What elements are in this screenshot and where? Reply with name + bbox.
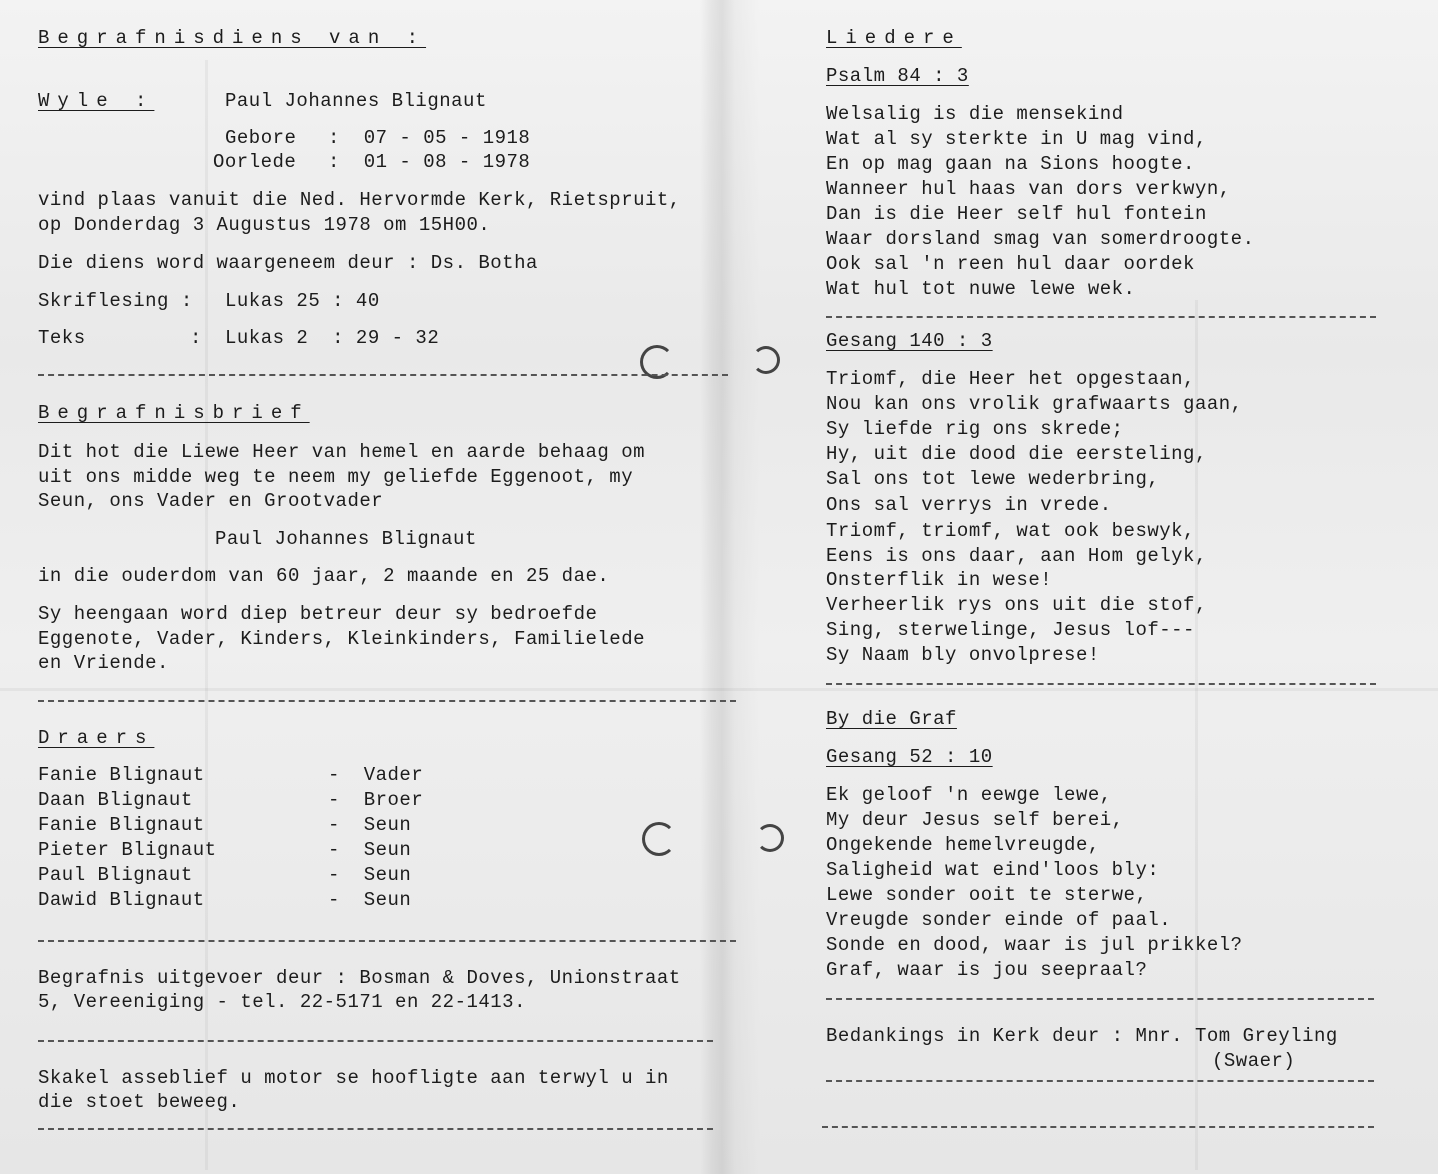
- divider: [826, 998, 1374, 1000]
- wyle-label: Wyle :: [38, 90, 155, 112]
- text-colon: :: [190, 327, 202, 349]
- verse-line: Triomf, triomf, wat ook beswyk,: [826, 520, 1195, 542]
- letter-line: Dit hot die Liewe Heer van hemel en aarde behaag om: [38, 441, 645, 463]
- verse-line: Sy liefde rig ons skrede;: [826, 418, 1124, 440]
- bearer-relation: - Seun: [328, 864, 412, 886]
- bearer-relation: - Broer: [328, 789, 424, 811]
- officiant-line: Die diens word waargeneem deur : Ds. Botha: [38, 252, 538, 274]
- bearer-name: Paul Blignaut: [38, 864, 193, 886]
- letter-line: Seun, ons Vader en Grootvader: [38, 490, 384, 512]
- divider: [826, 683, 1376, 685]
- scripture-value: Lukas 25 : 40: [225, 290, 380, 312]
- grave-title: By die Graf: [826, 708, 957, 730]
- verse-line: Ons sal verrys in vrede.: [826, 494, 1112, 516]
- divider: [826, 1080, 1374, 1082]
- verse-line: Graf, waar is jou seepraal?: [826, 959, 1148, 981]
- bearer-relation: - Seun: [328, 839, 412, 861]
- hymn1-title: Gesang 140 : 3: [826, 330, 993, 352]
- punch-hole-icon: [642, 822, 676, 856]
- verse-line: Ek geloof 'n eewge lewe,: [826, 784, 1112, 806]
- bearers-title: Draers: [38, 727, 155, 749]
- verse-line: Welsalig is die mensekind: [826, 103, 1124, 125]
- bearer-relation: - Seun: [328, 889, 412, 911]
- headlights-line: die stoet beweeg.: [38, 1091, 241, 1113]
- thanks-line: Bedankings in Kerk deur : Mnr. Tom Greyling: [826, 1025, 1338, 1047]
- verse-line: Sy Naam bly onvolprese!: [826, 644, 1100, 666]
- letter-line: uit ons midde weg te neem my geliefde Eggenoot, my: [38, 466, 634, 488]
- died-date: : 01 - 08 - 1978: [328, 151, 531, 173]
- verse-line: Vreugde sonder einde of paal.: [826, 909, 1172, 931]
- verse-line: Wanneer hul haas van dors verkwyn,: [826, 178, 1231, 200]
- verse-line: Sing, sterwelinge, Jesus lof---: [826, 619, 1195, 641]
- verse-line: Waar dorsland smag van somerdroogte.: [826, 228, 1255, 250]
- divider: [38, 700, 736, 702]
- born-date: : 07 - 05 - 1918: [328, 127, 531, 149]
- verse-line: Verheerlik rys ons uit die stof,: [826, 594, 1207, 616]
- divider: [38, 940, 736, 942]
- verse-line: My deur Jesus self berei,: [826, 809, 1124, 831]
- verse-line: En op mag gaan na Sions hoogte.: [826, 153, 1195, 175]
- scripture-label: Skriflesing :: [38, 290, 193, 312]
- headlights-line: Skakel asseblief u motor se hoofligte aan terwyl u in: [38, 1067, 669, 1089]
- verse-line: Triomf, die Heer het opgestaan,: [826, 368, 1195, 390]
- service-title: Begrafnisdiens van :: [38, 27, 427, 49]
- divider: [822, 1126, 1374, 1128]
- verse-line: Sal ons tot lewe wederbring,: [826, 468, 1160, 490]
- text-value: Lukas 2 : 29 - 32: [225, 327, 440, 349]
- thanks-relation: (Swaer): [1212, 1050, 1296, 1072]
- verse-line: Ongekende hemelvreugde,: [826, 834, 1100, 856]
- bearer-relation: - Vader: [328, 764, 424, 786]
- verse-line: Dan is die Heer self hul fontein: [826, 203, 1207, 225]
- venue-line: op Donderdag 3 Augustus 1978 om 15H00.: [38, 214, 491, 236]
- psalm-title: Psalm 84 : 3: [826, 65, 969, 87]
- paper-fold: [0, 688, 1438, 691]
- bearer-name: Daan Blignaut: [38, 789, 193, 811]
- verse-line: Ook sal 'n reen hul daar oordek: [826, 253, 1195, 275]
- deceased-name: Paul Johannes Blignaut: [225, 90, 487, 112]
- songs-title: Liedere: [826, 27, 962, 49]
- verse-line: Hy, uit die dood die eersteling,: [826, 443, 1207, 465]
- bearer-name: Pieter Blignaut: [38, 839, 217, 861]
- punch-hole-icon: [752, 346, 780, 374]
- died-label: Oorlede: [213, 151, 297, 173]
- born-label: Gebore: [225, 127, 297, 149]
- verse-line: Wat hul tot nuwe lewe wek.: [826, 278, 1136, 300]
- bearer-name: Dawid Blignaut: [38, 889, 205, 911]
- mourn-line: Eggenote, Vader, Kinders, Kleinkinders, Familielede: [38, 628, 645, 650]
- verse-line: Sonde en dood, waar is jul prikkel?: [826, 934, 1243, 956]
- letter-name: Paul Johannes Blignaut: [215, 528, 477, 550]
- verse-line: Wat al sy sterkte in U mag vind,: [826, 128, 1207, 150]
- verse-line: Saligheid wat eind'loos bly:: [826, 859, 1160, 881]
- mourn-line: en Vriende.: [38, 652, 169, 674]
- mourn-line: Sy heengaan word diep betreur deur sy bedroefde: [38, 603, 598, 625]
- age-line: in die ouderdom van 60 jaar, 2 maande en 25 dae.: [38, 565, 610, 587]
- verse-line: Nou kan ons vrolik grafwaarts gaan,: [826, 393, 1243, 415]
- bearer-name: Fanie Blignaut: [38, 764, 205, 786]
- text-label: Teks: [38, 327, 86, 349]
- divider: [38, 1128, 713, 1130]
- venue-line: vind plaas vanuit die Ned. Hervormde Kerk, Rietspruit,: [38, 189, 681, 211]
- verse-line: Onsterflik in wese!: [826, 569, 1053, 591]
- bearer-relation: - Seun: [328, 814, 412, 836]
- bearer-name: Fanie Blignaut: [38, 814, 205, 836]
- divider: [38, 374, 728, 376]
- letter-title: Begrafnisbrief: [38, 402, 310, 424]
- undertaker-line: Begrafnis uitgevoer deur : Bosman & Doves, Unionstraat: [38, 967, 681, 989]
- undertaker-line: 5, Vereeniging - tel. 22-5171 en 22-1413.: [38, 991, 526, 1013]
- divider: [826, 316, 1376, 318]
- hymn2-title: Gesang 52 : 10: [826, 746, 993, 768]
- verse-line: Eens is ons daar, aan Hom gelyk,: [826, 545, 1207, 567]
- verse-line: Lewe sonder ooit te sterwe,: [826, 884, 1148, 906]
- punch-hole-icon: [756, 824, 784, 852]
- divider: [38, 1040, 713, 1042]
